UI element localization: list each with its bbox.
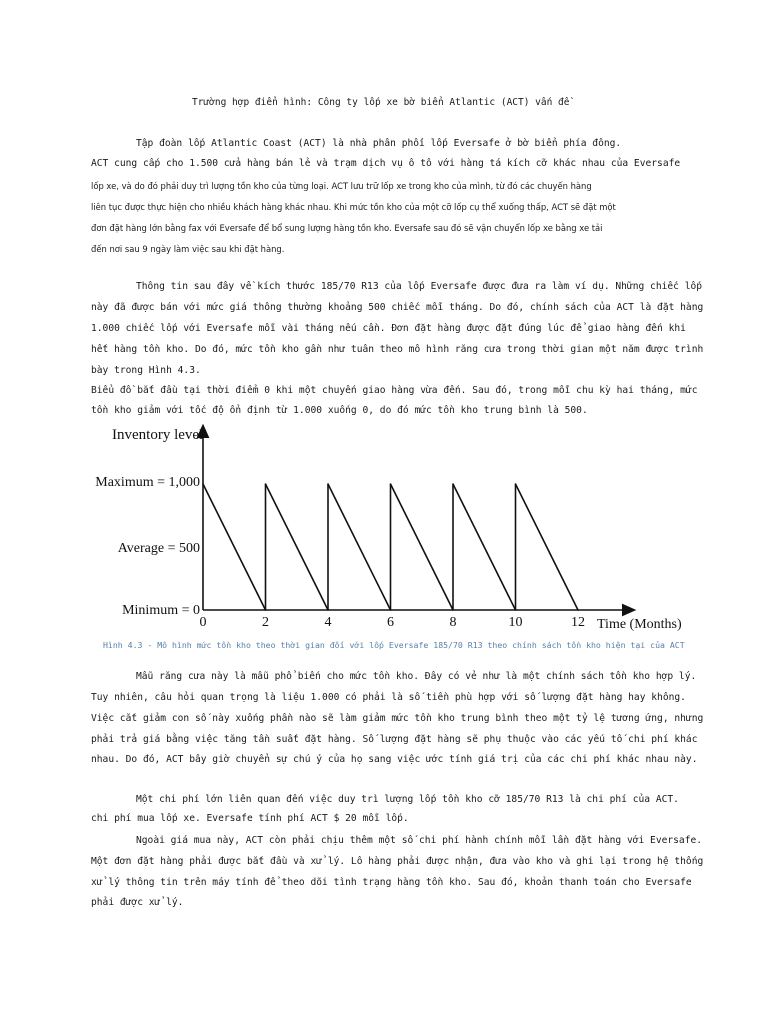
x-tick-label: 10 [508,615,523,630]
inventory-point [577,609,579,611]
inventory-line-segment [328,484,391,610]
paragraph-4-line: Một đơn đặt hàng phải được bắt đầu và xử lý. Lô hàng phải được nhận, đưa vào kho và ghi lại trong hệ thống [91,856,704,867]
inventory-line-segment [453,484,516,610]
inventory-point [265,483,267,485]
y-tick-label: Minimum = 0 [122,603,200,618]
paragraph-3-line: nhau. Do đó, ACT bây giờ chuyển sự chú ý của họ sang việc ước tính giá trị của các chi phí khác nhau này. [91,754,698,765]
inventory-point [390,609,392,611]
y-axis-label: Inventory level [112,427,204,443]
paragraph-2-line: 1.000 chiếc lốp với Eversafe mỗi vài tháng nếu cần. Đơn đặt hàng được đặt đúng lúc để giao hàng đến khi [91,323,686,334]
paragraph-2-line: hết hàng tồn kho. Do đó, mức tồn kho gần như tuân theo mô hình răng cưa trong thời gian một năm được trình [91,344,704,355]
paragraph-3-line: phải trả giá bằng việc tăng tần suất đặt hàng. Số lượng đặt hàng sẽ phụ thuộc vào các yếu tố chi phí khác [91,734,698,745]
paragraph-1-line: liên tục được thực hiện cho nhiều khách hàng khác nhau. Khi mức tồn kho của một cỡ lốp cụ thể xuống thấp, ACT sẽ đặt một [91,202,616,212]
x-tick-label: 2 [262,615,269,630]
paragraph-4-line: Một chi phí lớn liên quan đến việc duy trì lượng lốp tồn kho cỡ 185/70 R13 là chi phí của ACT. [136,794,679,805]
inventory-point [327,609,329,611]
inventory-point [202,483,204,485]
document-title: Trường hợp điển hình: Công ty lốp xe bờ biển Atlantic (ACT) vấn đề [192,97,570,108]
x-tick-label: 4 [324,615,332,630]
inventory-point [452,483,454,485]
paragraph-2-line: bày trong Hình 4.3. [91,365,201,376]
inventory-sawtooth-chart [0,420,768,635]
x-tick-label: 0 [199,615,207,630]
inventory-point [452,609,454,611]
paragraph-2-line: Biểu đồ bắt đầu tại thời điểm 0 khi một chuyến giao hàng vừa đến. Sau đó, trong mỗi chu kỳ hai tháng, mức [91,385,698,396]
paragraph-4-line: xử lý thông tin trên máy tính để theo dõi tình trạng hàng tồn kho. Sau đó, khoản thanh toán cho Eversafe [91,877,692,888]
inventory-point [515,483,517,485]
x-tick-label: 6 [387,615,394,630]
y-tick-label: Maximum = 1,000 [95,475,200,490]
inventory-point [265,609,267,611]
paragraph-1-line: ACT cung cấp cho 1.500 cửa hàng bán lẻ và trạm dịch vụ ô tô với hàng tá kích cỡ khác nhau của Eversafe [91,158,681,169]
paragraph-2-line: này đã được bán với mức giá thông thường khoảng 500 chiếc mỗi tháng. Do đó, chính sách của ACT là đặt hàng [91,302,704,313]
inventory-point [390,483,392,485]
x-axis-label: Time (Months) [597,617,682,632]
paragraph-3-line: Việc cắt giảm con số này xuống phần nào sẽ làm giảm mức tồn kho trung bình theo một tỷ lệ tương ứng, nhưng [91,713,704,724]
paragraph-2-line: tồn kho giảm với tốc độ ổn định từ 1.000 xuống 0, do đó mức tồn kho trung bình là 500. [91,405,588,416]
paragraph-4-line: phải được xử lý. [91,897,184,908]
inventory-point [327,483,329,485]
paragraph-4-line: Ngoài giá mua này, ACT còn phải chịu thêm một số chi phí hành chính mỗi lần đặt hàng với Eversafe. [136,835,703,846]
paragraph-3-line: Tuy nhiên, câu hỏi quan trọng là liệu 1.000 có phải là số tiền phù hợp với số lượng đặt hàng hay không. [91,692,686,703]
inventory-line-segment [266,484,329,610]
paragraph-1-line: lốp xe, và do đó phải duy trì lượng tồn kho của từng loại. ACT lưu trữ lốp xe trong kho của mình, từ đó các chuyến hàng [91,181,592,191]
paragraph-4-line: chi phí mua lốp xe. Eversafe tính phí ACT $ 20 mỗi lốp. [91,813,409,824]
inventory-line-segment [203,484,266,610]
inventory-line-segment [516,484,579,610]
paragraph-3-line: Mẫu răng cưa này là mẫu phổ biến cho mức tồn kho. Đây có vẻ như là một chính sách tồn kho hợp lý. [136,671,697,682]
paragraph-1-line: đến nơi sau 9 ngày làm việc sau khi đặt hàng. [91,244,285,254]
paragraph-1-line: Tập đoàn lốp Atlantic Coast (ACT) là nhà phân phối lốp Eversafe ở bờ biển phía đông. [136,138,622,149]
paragraph-2-line: Thông tin sau đây về kích thước 185/70 R13 của lốp Eversafe được đưa ra làm ví dụ. Những chiếc lốp [136,281,703,292]
figure-caption: Hình 4.3 - Mô hình mức tồn kho theo thời gian đối với lốp Eversafe 185/70 R13 theo chính sách tồn kho hiện tại của ACT [103,640,685,650]
x-tick-label: 12 [571,615,585,630]
y-tick-label: Average = 500 [117,541,200,556]
x-tick-label: 8 [449,615,457,630]
inventory-line-segment [391,484,454,610]
paragraph-1-line: đơn đặt hàng lớn bằng fax với Eversafe để bổ sung lượng hàng tồn kho. Eversafe sau đó sẽ vận chuyển lốp xe bằng xe tải [91,223,603,233]
inventory-point [515,609,517,611]
